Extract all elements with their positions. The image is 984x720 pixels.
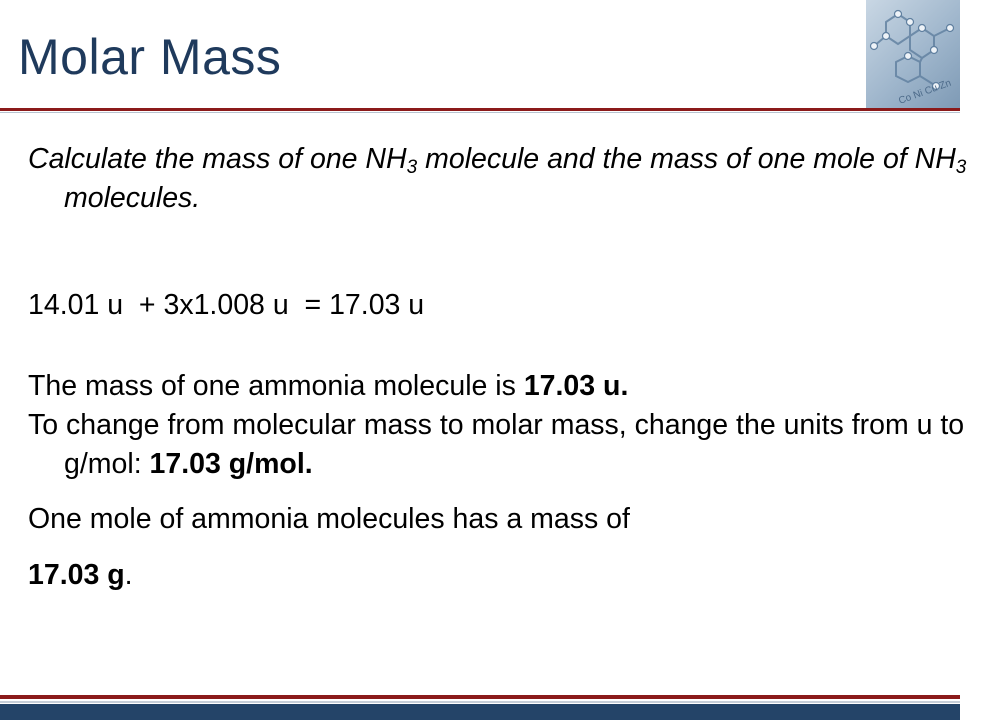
question-text: Calculate the mass of one $NH_3$ molecule and the mass of one mole of $NH_3$ molecules. bbox=[28, 143, 967, 214]
footer-rule-red bbox=[0, 695, 960, 699]
mole-mass-line: One mole of ammonia molecules has a mass of bbox=[28, 503, 630, 535]
slide-title: Molar Mass bbox=[18, 29, 282, 85]
title-underline-red bbox=[0, 108, 960, 111]
unit-change-line: To change from molecular mass to molar mass, change the units from u to g/mol: 17.03 g/mol. bbox=[28, 409, 965, 480]
footer-band bbox=[0, 695, 960, 720]
equation-line: 14.01 u + 3x1.008 u = 17.03 u bbox=[28, 289, 425, 321]
footer-rule-light bbox=[0, 701, 960, 703]
molecule-structure-icon bbox=[866, 0, 960, 108]
title-underline-light bbox=[0, 112, 960, 113]
footer-bar-blue bbox=[0, 704, 960, 720]
molecule-mass-line: The mass of one ammonia molecule is 17.03 u. bbox=[28, 370, 629, 402]
final-answer-line: 17.03 g. bbox=[28, 559, 133, 591]
svg-text:Co Ni Cu Zn: Co Ni Cu Zn bbox=[897, 77, 953, 107]
molecule-structure-image bbox=[866, 0, 960, 108]
